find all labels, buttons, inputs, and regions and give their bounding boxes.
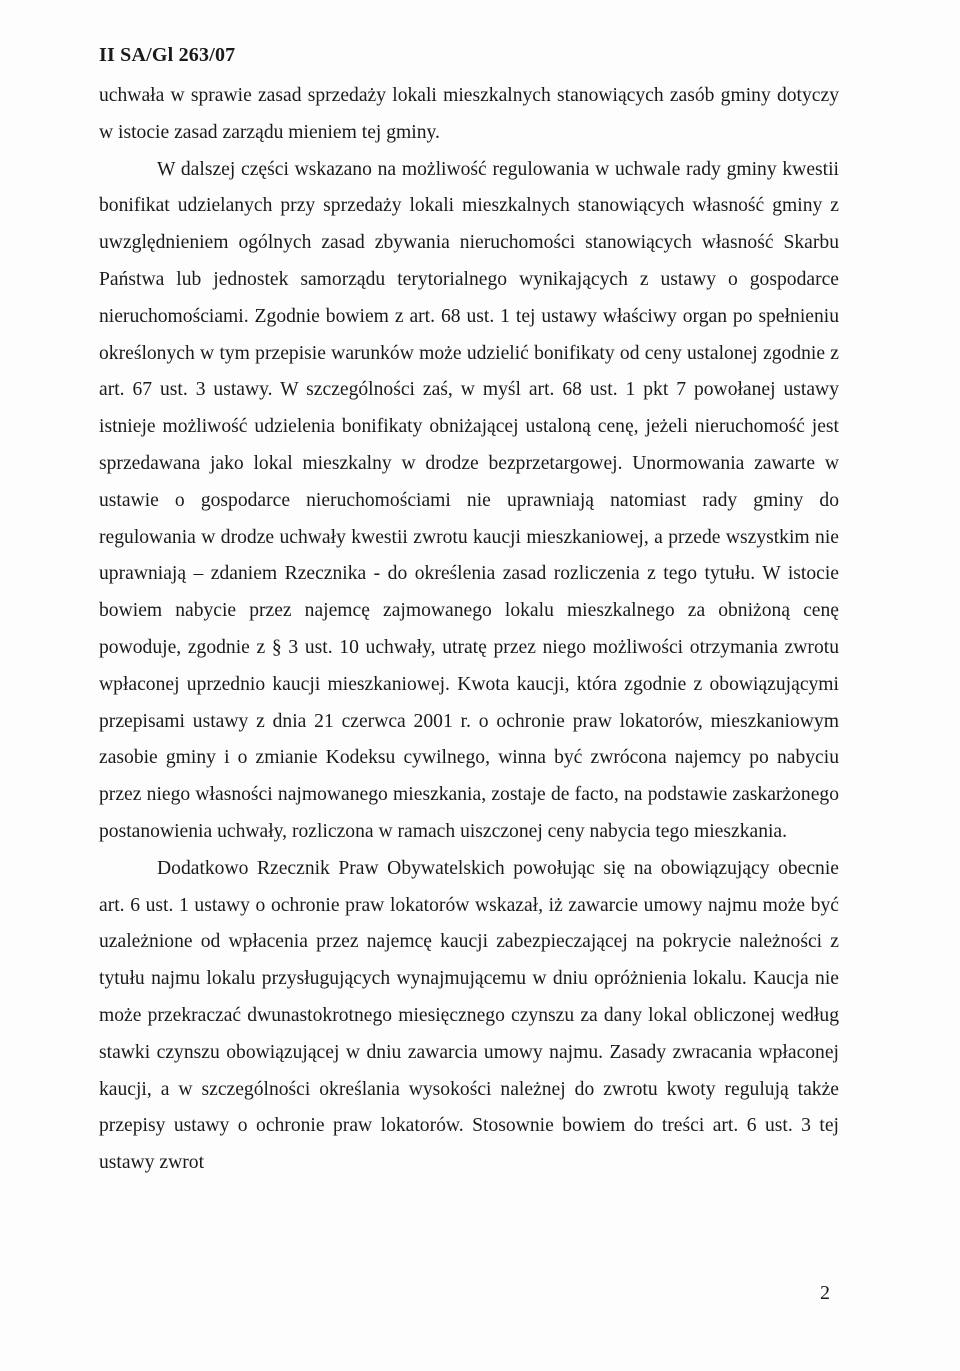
paragraph-2: W dalszej części wskazano na możliwość regulowania w uchwale rady gminy kwestii bonifikat udzielanych przy sprzedaży lokali mieszkalnych stanowiących własność gminy z uwzględnieniem ogólnych zasad zbywania nieruchomości stanowiących własność Skarbu Państwa lub jednostek samorządu terytorialnego wynikających z ustawy o gospodarce nieruchomościami. Zgodnie bowiem z art. 68 ust. 1 tej ustawy właściwy organ po spełnieniu określonych w tym przepisie warunków może udzielić bonifikaty od ceny ustalonej zgodnie z art. 67 ust. 3 ustawy. W szczególności zaś, w myśl art. 68 ust. 1 pkt 7 powołanej ustawy istnieje możliwość udzielenia bonifikaty obniżającej ustaloną cenę, jeżeli nieruchomość jest sprzedawana jako lokal mieszkalny w drodze bezprzetargowej. Unormowania zawarte w ustawie o gospodarce nieruchomościami nie uprawniają natomiast rady gminy do regulowania w drodze uchwały kwestii zwrotu kaucji mieszkaniowej, a przede wszystkim nie uprawniają – zdaniem Rzecznika - do określenia zasad rozliczenia z tego tytułu. W istocie bowiem nabycie przez najemcę zajmowanego lokalu mieszkalnego za obniżoną cenę powoduje, zgodnie z § 3 ust. 10 uchwały, utratę przez niego możliwości otrzymania zwrotu wpłaconej uprzednio kaucji mieszkaniowej. Kwota kaucji, która zgodnie z obowiązującymi przepisami ustawy z dnia 21 czerwca 2001 r. o ochronie praw lokatorów, mieszkaniowym zasobie gminy i o zmianie Kodeksu cywilnego, winna być zwrócona najemcy po nabyciu przez niego własności najmowanego mieszkania, zostaje de facto, na podstawie zaskarżonego postanowienia uchwały, rozliczona w ramach uiszczonej ceny nabycia tego mieszkania. bbox=[99, 158, 839, 842]
document-body bbox=[99, 78, 839, 1182]
page-number: 2 bbox=[820, 1282, 830, 1304]
case-number: II SA/Gl 263/07 bbox=[99, 44, 236, 66]
paragraph-1: uchwała w sprawie zasad sprzedaży lokali mieszkalnych stanowiących zasób gminy dotyczy w istocie zasad zarządu mieniem tej gminy. bbox=[99, 85, 839, 143]
paragraph-3: Dodatkowo Rzecznik Praw Obywatelskich powołując się na obowiązujący obecnie art. 6 ust. 1 ustawy o ochronie praw lokatorów wskazał, iż zawarcie umowy najmu może być uzależnione od wpłacenia przez najemcę kaucji zabezpieczającej na pokrycie należności z tytułu najmu lokalu przysługujących wynajmującemu w dniu opróżnienia lokalu. Kaucja nie może przekraczać dwunastokrotnego miesięcznego czynszu za dany lokal obliczonej według stawki czynszu obowiązującej w dniu zawarcia umowy najmu. Zasady zwracania wpłaconej kaucji, a w szczególności określania wysokości należnej do zwrotu kwoty regulują także przepisy ustawy o ochronie praw lokatorów. Stosownie bowiem do treści art. 6 ust. 3 tej ustawy zwrot bbox=[99, 857, 839, 1174]
